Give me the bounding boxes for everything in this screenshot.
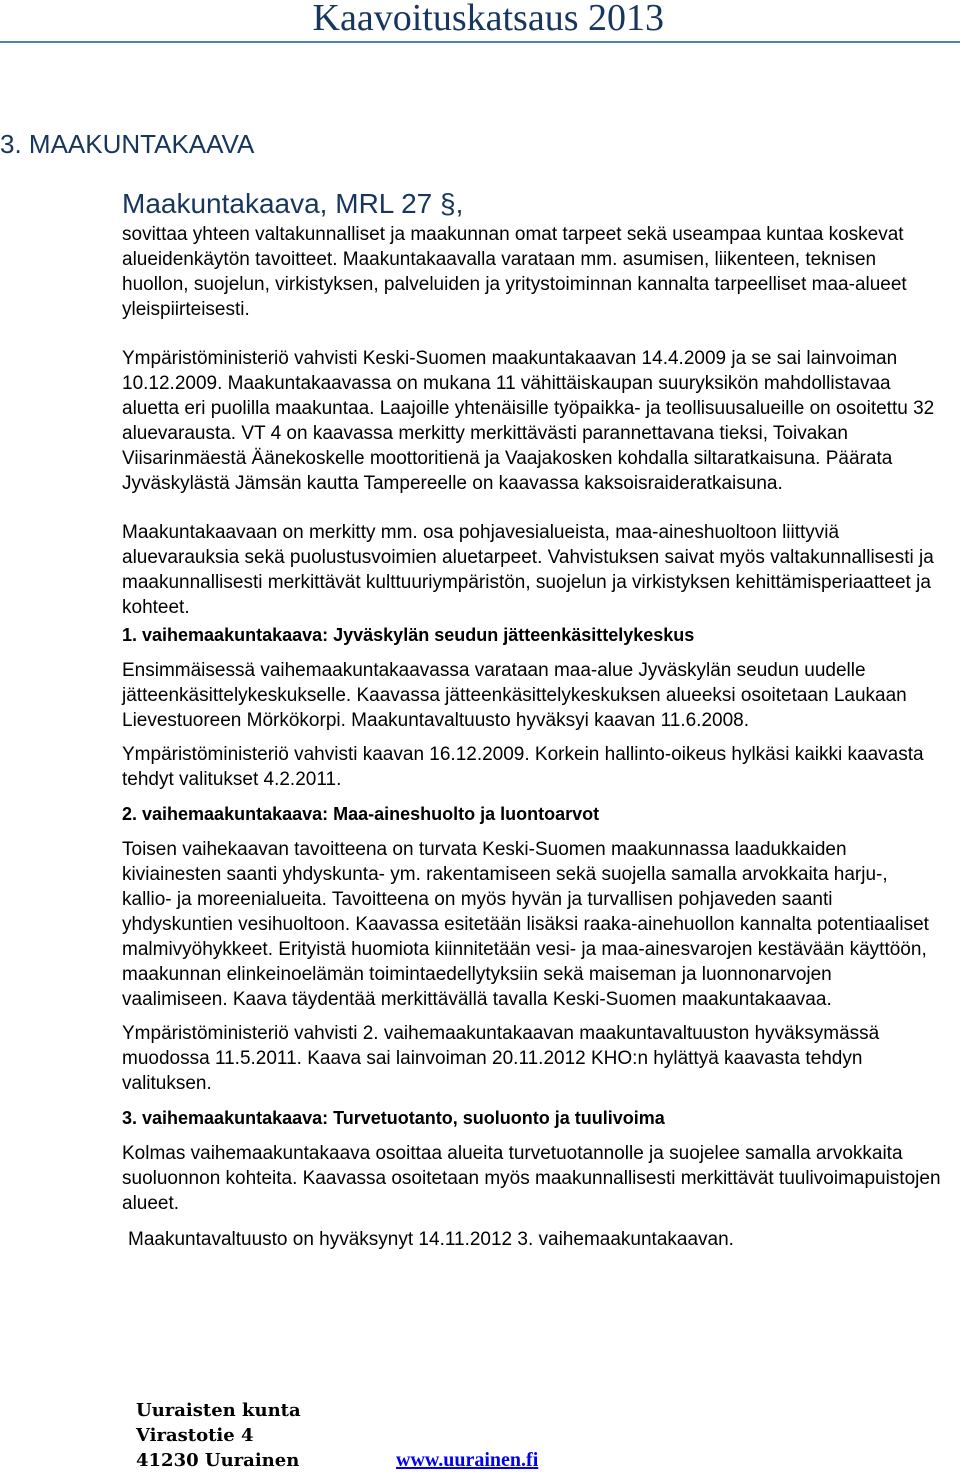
phase-3-paragraph-2: Maakuntavaltuusto on hyväksynyt 14.11.2012 3. vaihemaakuntakaavan. — [128, 1229, 734, 1250]
footer-postal: 41230 Uurainen — [136, 1450, 300, 1471]
footer-municipality: Uuraisten kunta — [136, 1400, 301, 1421]
header-divider — [0, 41, 960, 43]
paragraph-1-part-1: Ympäristöministeriö vahvisti Keski-Suomen maakuntakaavan 14.4.2009 ja se sai lainvoiman 10.12.2009. — [122, 348, 898, 394]
phase-2-heading: 2. vaihemaakuntakaava: Maa-aineshuolto ja luontoarvot — [122, 804, 600, 824]
page-header-title: Kaavoituskatsaus 2013 — [312, 0, 664, 39]
paragraph-2: Maakuntakaavaan on merkitty mm. osa pohjavesialueista, maa-aineshuoltoon liittyviä aluevarauksia sekä puolustusvoimien aluetarpeet. Vahvistuksen saivat myös valtakunnallisesti ja maakunnallisesti merkittävät kulttuuriympäristön, suojelun ja virkistyksen kehittämisperiaatteet ja kohteet. — [122, 522, 934, 618]
footer-website-link[interactable]: www.uurainen.fi — [396, 1449, 539, 1471]
phase-1-heading: 1. vaihemaakuntakaava: Jyväskylän seudun jätteenkäsittelykeskus — [122, 625, 695, 645]
paragraph-1 — [122, 346, 942, 496]
paragraph-1-part-3: VT 4 on kaavassa merkitty merkittävästi parannettavana tieksi, Toivakan Viisarinmäestä Äänekoskelle moottoritienä ja Vaajakosken kohdalla siltaratkaisuna. Päärata Jyväskylästä Jämsän kautta Tampereelle on kaavassa kaksoisraideratkaisuna. — [122, 423, 893, 494]
footer-address — [136, 1398, 301, 1473]
section-title: 3. MAAKUNTAKAAVA — [0, 129, 255, 159]
phase-3-paragraph-1: Kolmas vaihemaakuntakaava osoittaa alueita turvetuotannolle ja suojelee samalla arvokkaita suoluonnon kohteita. Kaavassa osoitetaan myös maakunnallisesti merkittävät tuulivoimapuistojen alueet. — [122, 1143, 941, 1214]
phase-1-paragraph-1: Ensimmäisessä vaihemaakuntakaavassa varataan maa-alue Jyväskylän seudun uudelle jätteenkäsittelykeskukselle. Kaavassa jätteenkäsittelykeskuksen alueeksi osoitetaan Laukaan Lievestuoreen Mörkökorpi. Maakuntavaltuusto hyväksyi kaavan 11.6.2008. — [122, 660, 907, 731]
paragraph-1-part-2: Maakuntakaavassa on mukana 11 vähittäiskaupan suuryksikön mahdollistavaa aluetta eri puolilla maakuntaa. Laajoille yhtenäisille työpaikka- ja teollisuusalueille on osoitettu 32 aluevarausta. — [122, 373, 935, 444]
intro-paragraph: sovittaa yhteen valtakunnalliset ja maakunnan omat tarpeet sekä useampaa kuntaa koskevat alueidenkäytön tavoitteet. Maakuntakaavalla varataan mm. asumisen, liikenteen, teknisen huollon, suojelun, virkistyksen, palveluiden ja yritystoiminnan kannalta tarpeelliset maa-alueet yleispiirteisesti. — [122, 224, 907, 320]
phase-2-paragraph-2: Ympäristöministeriö vahvisti 2. vaihemaakuntakaavan maakuntavaltuuston hyväksymässä muodossa 11.5.2011. Kaava sai lainvoiman 20.11.2012 KHO:n hylättyä kaavasta tehdyn valituksen. — [122, 1023, 880, 1094]
footer-street: Virastotie 4 — [136, 1425, 254, 1446]
main-content — [122, 188, 942, 1252]
phase-2-paragraph-1: Toisen vaihekaavan tavoitteena on turvata Keski-Suomen maakunnassa laadukkaiden kiviainesten saanti yhdyskunta- ym. rakentamiseen sekä suojella samalla arvokkaita harju-, kallio- ja moreenialueita. Tavoitteena on myös hyvän ja turvallisen pohjaveden saanti yhdyskuntien vesihuoltoon. Kaavassa esitetään lisäksi raaka-ainehuollon kannalta potentiaaliset malmivyöhykkeet. Erityistä huomiota kiinnitetään vesi- ja maa-ainesvarojen kestävään käyttöön, maakunnan elinkeinoelämän toimintaedellytyksiin sekä maiseman ja luonnonarvojen vaalimiseen. Kaava täydentää merkittävällä tavalla Keski-Suomen maakuntakaavaa. — [122, 839, 929, 1010]
subtitle: Maakuntakaava, MRL 27 §, — [122, 188, 464, 219]
phase-1-paragraph-2: Ympäristöministeriö vahvisti kaavan 16.12.2009. Korkein hallinto-oikeus hylkäsi kaikki kaavasta tehdyt valitukset 4.2.2011. — [122, 744, 924, 790]
phase-3-heading: 3. vaihemaakuntakaava: Turvetuotanto, suoluonto ja tuulivoima — [122, 1108, 665, 1128]
